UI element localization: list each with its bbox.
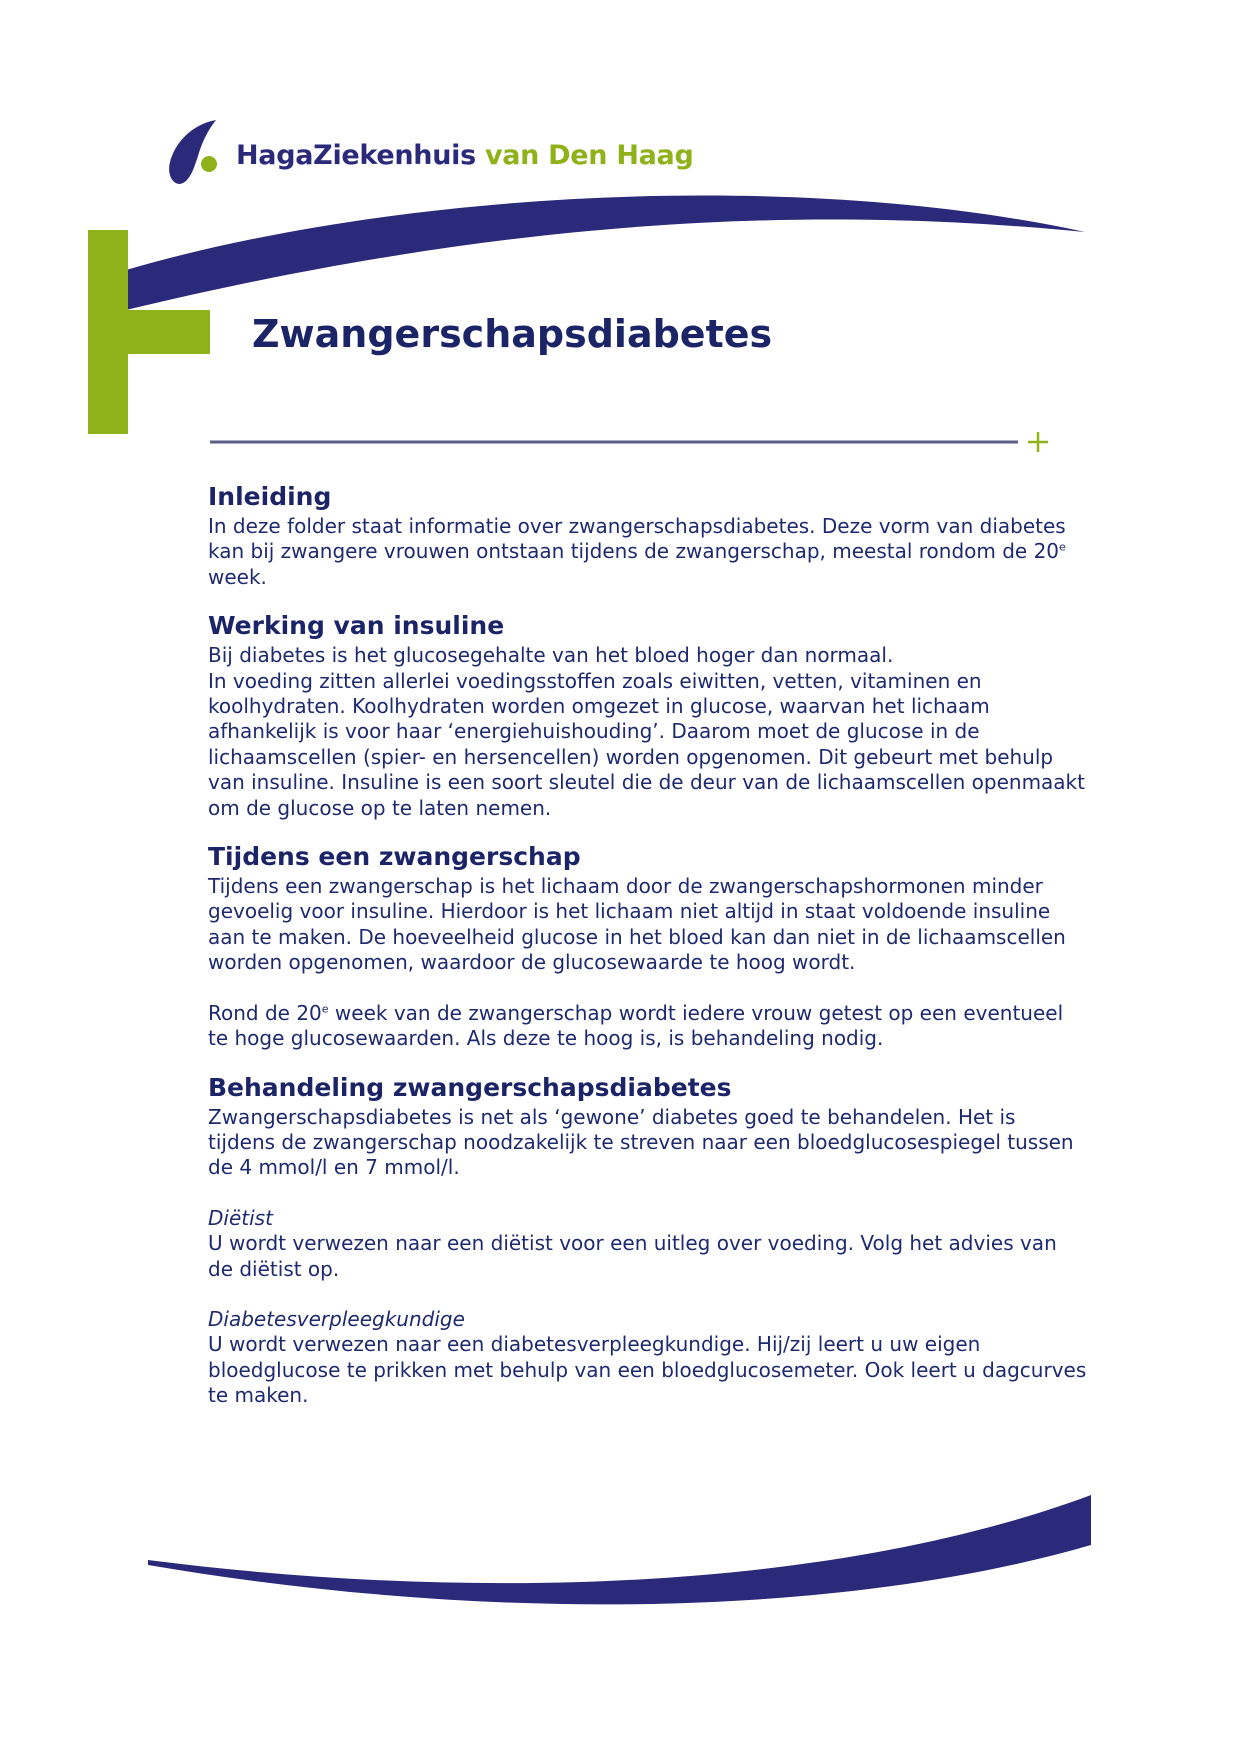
paragraph: Tijdens een zwangerschap is het lichaam door de zwangerschapshormonen minder gevoelig voor insuline. Hierdoor is het lichaam niet altijd in staat voldoende insuline aan te maken. De hoeveelheid glucose in het bloed kan dan niet in de lichaamscellen worden opgenomen, waardoor de glucosewaarde te hoog wordt. <box>208 874 1066 975</box>
green-bracket-decoration <box>88 230 210 434</box>
section-heading: Inleiding <box>208 482 332 511</box>
logo-text <box>236 140 694 171</box>
page-title: Zwangerschapsdiabetes <box>252 312 773 356</box>
bottom-swoosh-decoration <box>0 1455 1241 1625</box>
text-run: In deze folder staat informatie over zwangerschapsdiabetes. Deze vorm van diabetes kan bij zwangere vrouwen ontstaan tijdens de zwangerschap, meestal rondom de 20 <box>208 514 1066 564</box>
logo-text-hospital: HagaZiekenhuis <box>236 140 476 171</box>
section-behandeling <box>208 1071 1088 1409</box>
text-run: week van de zwangerschap wordt iedere vrouw getest op een eventueel te hoge glucosewaarden. Als deze te hoog is, is behandeling nodig. <box>208 1000 1064 1051</box>
document-body <box>208 480 1088 1428</box>
superscript: e <box>321 1002 329 1016</box>
logo-leaf-icon <box>164 118 224 188</box>
section-inleiding <box>208 480 1088 590</box>
title-divider <box>210 432 1060 462</box>
section-heading: Tijdens een zwangerschap <box>208 842 581 872</box>
plus-icon <box>1028 432 1048 452</box>
logo-text-city: van Den Haag <box>475 140 694 171</box>
paragraph <box>208 1001 1088 1052</box>
text-run: Rond de 20 <box>208 1000 322 1025</box>
paragraph: Zwangerschapsdiabetes is net als ‘gewone’ diabetes goed te behandelen. Het is tijdens de zwangerschap noodzakelijk te streven naar een bloedglucosespiegel tussen de 4 mmol/l en 7 mmol/l. <box>208 1104 1074 1180</box>
section-heading: Behandeling zwangerschapsdiabetes <box>208 1072 732 1102</box>
text-run: week. <box>208 564 267 589</box>
paragraph: U wordt verwezen naar een diëtist voor een uitleg over voeding. Volg het advies van de diëtist op. <box>208 1231 1057 1281</box>
section-heading: Werking van insuline <box>208 611 505 641</box>
paragraph <box>208 514 1088 590</box>
section-tijdens <box>208 840 1088 1051</box>
superscript: e <box>1059 540 1066 554</box>
paragraph: Bij diabetes is het glucosegehalte van het bloed hoger dan normaal. <box>208 643 894 668</box>
paragraph: U wordt verwezen naar een diabetesverpleegkundige. Hij/zij leert u uw eigen bloedglucose te prikken met behulp van een bloedglucosemeter. Ook leert u dagcurves te maken. <box>208 1332 1087 1408</box>
paragraph: In voeding zitten allerlei voedingsstoffen zoals eiwitten, vetten, vitaminen en koolhydraten. Koolhydraten worden omgezet in glucose, waarvan het lichaam afhankelijk is voor haar ‘energiehuishouding’. Daarom moet de glucose in de lichaamscellen (spier- en hersencellen) worden opgenomen. Dit gebeurt met behulp van insuline. Insuline is een soort sleutel die de deur van de lichaamscellen openmaakt om de glucose op te laten nemen. <box>208 668 1085 820</box>
section-werking <box>208 609 1088 821</box>
subheading-diabetesverpleegkundige: Diabetesverpleegkundige <box>208 1306 465 1331</box>
subheading-dietist: Diëtist <box>208 1205 273 1230</box>
